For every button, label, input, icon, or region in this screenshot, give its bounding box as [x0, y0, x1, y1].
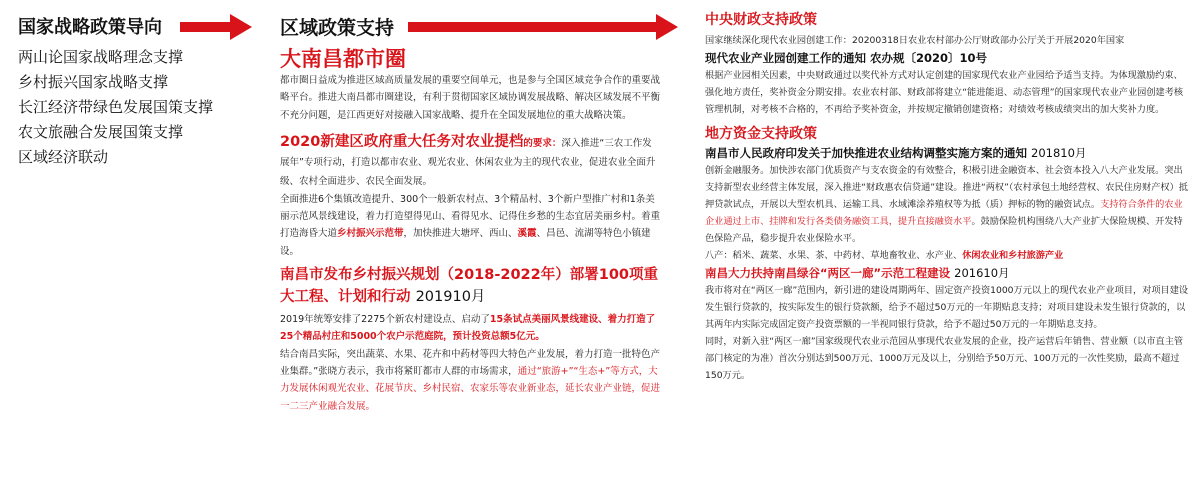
list-item: 两山论国家战略理念支撑 [18, 48, 184, 66]
section2-title-tail: 的要求： [523, 137, 562, 149]
section2-p2-red: 乡村振兴示范带 [337, 228, 404, 240]
local-funding-title: 地方资金支持政策 [705, 126, 817, 142]
greenvalley-notice [705, 264, 1190, 282]
greenvalley-text-1: 我市将对在“两区一廊”范围内，新引进的建设周期两年、固定资产投资1000万元以上的现代农业产业项目，对项目建设发生银行贷款的，按实际发生的银行贷款额，给予不超过50万元的一年期贴息支持；对项目建设未发生银行贷款的，以其两年内实际完成固定资产投资票额的一半视同银行贷款，给予不超过50万元的一年期贴息支持。 [705, 285, 1189, 330]
section3-p2-text: 结合南昌实际，突出蔬菜、水果、花卉和中药材等四大特色产业发展，着力打造一批特色产业集群。”张晓方表示，我市将紧盯都市人群的市场需求， [280, 348, 661, 377]
greenvalley-notice-title: 南昌大力扶持南昌绿谷“两区一廊”示范工程建设 [705, 266, 951, 280]
metro-area-text: 都市圈日益成为推进区域高质量发展的重要空间单元，也是参与全国区域竞争合作的重要战略平台。推进大南昌都市圈建设，有利于贯彻国家区域协调发展战略、解决区域发展不平衡不充分问题，是江西更好对接融入国家战略、提升在全国发展地位的重大战略决策。 [280, 75, 661, 121]
central-funding-title: 中央财政支持政策 [705, 12, 817, 28]
greenvalley-text-2: 同时，对新入驻“两区一廊”国家级现代农业示范园从事现代农业发展的企业，投产运营后年销售、营业额（以市直主管部门核定的为准）首次分别达到500万元、1000万元及以上，分别给予50万元、100万元的一次性奖励，最高不超过150万元。 [705, 336, 1184, 381]
greenvalley-notice-date: 201610月 [954, 266, 1010, 280]
local-funding-text [705, 162, 1190, 247]
eight-industries [705, 247, 1190, 264]
national-policy-title: 国家战略政策导向 [18, 17, 162, 38]
national-policy-list [18, 45, 243, 170]
section2-heading [280, 132, 660, 191]
central-funding-notice: 现代农业产业园创建工作的通知 农办规〔2020〕10号 [705, 51, 988, 65]
regional-policy-column [280, 0, 660, 415]
section3-date: 201910月 [415, 289, 486, 306]
local-funding-notice [705, 144, 1190, 162]
section2-p2-red2: 溪霞 [517, 228, 537, 240]
local-funding-text-b: 。鼓励保险机构围绕八大产业扩大保险规模、开发特色保险产品，稳步提升农业保险水平。 [705, 216, 1183, 244]
section3-paragraph-2 [280, 346, 660, 415]
section3-heading [280, 264, 660, 308]
local-funding-text-red: 支持符合条件的农业企业通过上市、挂牌和发行各类债务融资工具，提升直接融资水平 [705, 199, 1183, 227]
metro-area-title: 大南昌都市圈 [280, 47, 406, 71]
section2-title: 2020新建区政府重大任务对农业提档 [280, 133, 524, 150]
central-funding-text: 根据产业园相关因素，中央财政通过以奖代补方式对认定创建的国家现代农业产业园给予适当支持。为体现激励约束、强化地方责任，奖补资金分期安排。农业农村部、财政部将建立“能进能退、动态管理”的国家现代农业产业园创建考核管理机制，对考核不合格的，不再给予奖补资金，并按规定撤销创建资格；对绩效考核成绩突出的加大奖补力度。 [705, 70, 1184, 115]
section3-title: 南昌市发布乡村振兴规划（2018-2022年）部署100项重大工程、计划和行动 [280, 267, 658, 306]
list-item: 区域经济联动 [18, 148, 109, 166]
section2-p2-mid: ，加快推进大塘坪、西山、 [403, 228, 518, 240]
section3-p2-red: 通过“旅游+”“生态+”等方式，大力发展休闲观光农业、花展节庆、乡村民宿、农家乐等农业新业态，延长农业产业链，促进一二三产业融合发展。 [280, 365, 661, 412]
eight-industries-red: 休闲农业和乡村旅游产业 [962, 250, 1064, 261]
section3-p1-red: 15条试点美丽风景线建设、着力打造了25个精品村庄和5000个农户示范庭院，预计投资总额5亿元。 [280, 314, 656, 343]
central-funding-intro: 国家继续深化现代农业园创建工作：20200318日农业农村部办公厅财政部办公厅关于开展2020年国家 [705, 35, 1125, 46]
section3-p1-text: 2019年统筹安排了2275个新农村建设点、启动了 [280, 314, 490, 326]
section2-text: 深入推进“三农工作发展年”专项行动，打造以都市农业、观光农业、休闲农业为主的现代农业，促进农业全面升级、农村全面进步、农民全面发展。 [280, 137, 656, 187]
section2-paragraph [280, 191, 660, 260]
local-funding-notice-date: 201810月 [1031, 146, 1087, 160]
section3-paragraph-1 [280, 311, 660, 346]
regional-policy-title: 区域政策支持 [280, 17, 395, 39]
local-funding-notice-title: 南昌市人民政府印发关于加快推进农业结构调整实施方案的通知 [705, 146, 1027, 160]
list-item: 长江经济带绿色发展国策支撑 [18, 98, 214, 116]
funding-policy-column [705, 0, 1190, 384]
list-item: 乡村振兴国家战略支撑 [18, 73, 169, 91]
section2-p2-end: 、昌邑、流湖等特色小镇建设。 [280, 228, 651, 257]
list-item: 农文旅融合发展国策支撑 [18, 123, 184, 141]
section2-p2-text: 全面推进6个集镇改造提升、300个一般新农村点、3个精品村、3个新户型推广村和1条美丽示范风景线建设，着力打造望得见山、看得见水、记得住乡愁的生态宜居美丽乡村。着重打造海昏大道 [280, 193, 661, 240]
local-funding-text-a: 创新金融服务。加快涉农部门优质资产与支农资金的有效整合，积极引进金融资本、社会资本投入八大产业发展。突出支持新型农业经营主体发展，深入推进“财政惠农信贷通”建设。推进“两权”（农村承包土地经营权、农民住房财产权）抵押贷款试点，开展以大型农机具、运输工具、水域滩涂养殖权等为抵（质）押标的物的融资试点。 [705, 165, 1188, 210]
national-policy-column [18, 0, 243, 170]
eight-industries-text: 八产：稻米、蔬菜、水果、茶、中药材、草地畜牧业、水产业、 [705, 250, 963, 261]
